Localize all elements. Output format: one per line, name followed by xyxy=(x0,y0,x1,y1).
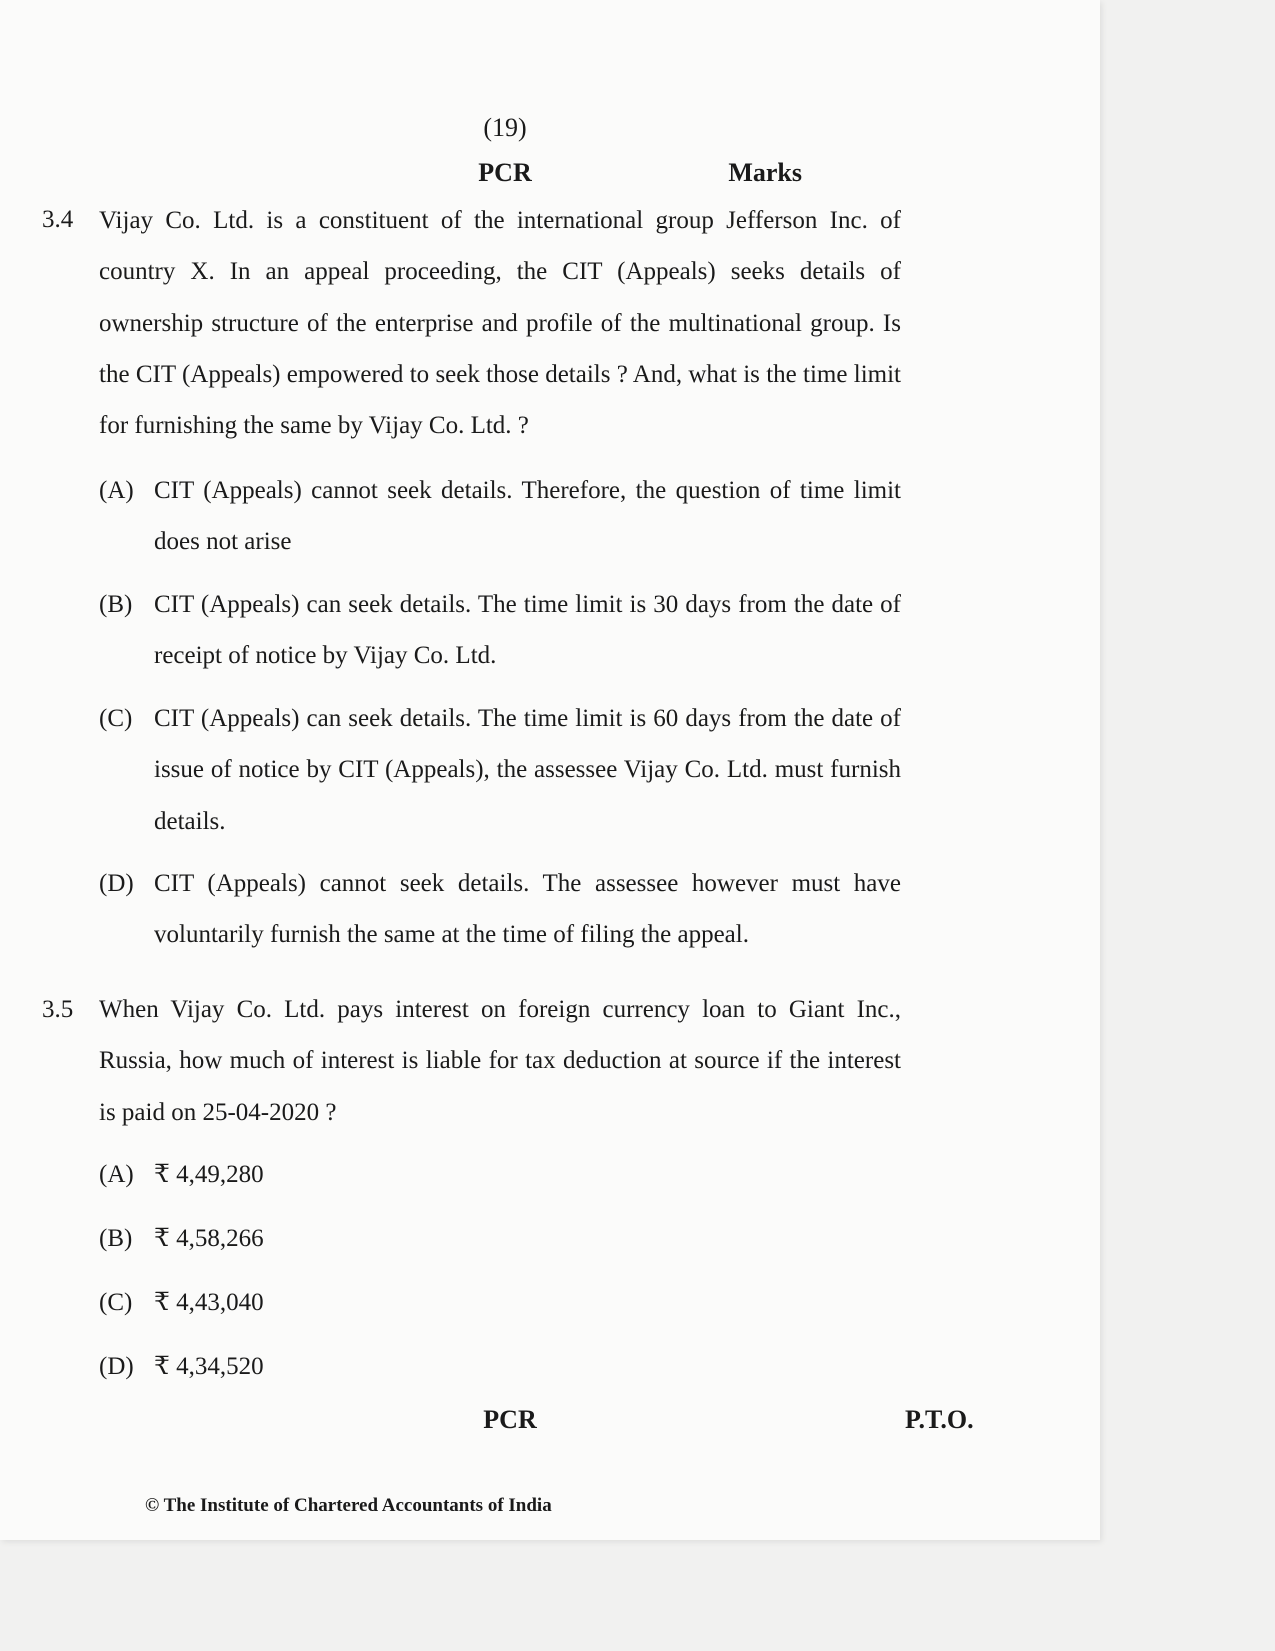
option-3-4-b xyxy=(99,579,901,682)
option-label: (B) xyxy=(99,591,133,618)
page-number: (19) xyxy=(483,113,527,142)
footer-paper-code: PCR xyxy=(483,1405,537,1434)
option-3-5-d xyxy=(99,1341,499,1393)
option-3-5-c xyxy=(99,1277,499,1329)
option-3-5-b xyxy=(99,1213,499,1265)
question-text-3-5: When Vijay Co. Ltd. pays interest on foreign currency loan to Giant Inc., Russia, how much of interest is liable for tax deduction at source if the interest is paid on 25-04-2020 ? xyxy=(99,996,901,1126)
option-amount: ₹ 4,34,520 xyxy=(154,1353,264,1380)
option-3-4-d xyxy=(99,858,901,961)
option-label: (A) xyxy=(99,1161,134,1188)
option-label: (C) xyxy=(99,1289,133,1316)
please-turn-over: P.T.O. xyxy=(905,1405,974,1434)
question-number-3-5: 3.5 xyxy=(42,996,74,1023)
option-3-5-a xyxy=(99,1149,499,1201)
copyright-notice: © The Institute of Chartered Accountants of India xyxy=(145,1495,552,1516)
option-amount: ₹ 4,49,280 xyxy=(154,1161,264,1188)
option-amount: ₹ 4,58,266 xyxy=(154,1225,264,1252)
marks-column-label: Marks xyxy=(728,158,802,187)
option-label: (D) xyxy=(99,1353,134,1380)
option-label: (A) xyxy=(99,477,134,504)
option-text: CIT (Appeals) cannot seek details. Therefore, the question of time limit does not arise xyxy=(154,477,901,556)
header-paper-code: PCR xyxy=(478,158,532,187)
option-text: CIT (Appeals) cannot seek details. The assessee however must have voluntarily furnish the same at the time of filing the appeal. xyxy=(154,870,901,949)
question-number-3-4: 3.4 xyxy=(42,206,74,233)
option-text: CIT (Appeals) can seek details. The time limit is 30 days from the date of receipt of notice by Vijay Co. Ltd. xyxy=(154,591,901,670)
option-amount: ₹ 4,43,040 xyxy=(154,1289,264,1316)
option-label: (B) xyxy=(99,1225,133,1252)
option-label: (C) xyxy=(99,705,133,732)
option-label: (D) xyxy=(99,870,134,897)
option-3-4-c xyxy=(99,693,901,847)
option-text: CIT (Appeals) can seek details. The time limit is 60 days from the date of issue of notice by CIT (Appeals), the assessee Vijay Co. Ltd. must furnish details. xyxy=(154,705,901,835)
option-3-4-a xyxy=(99,465,901,568)
question-text-3-4: Vijay Co. Ltd. is a constituent of the international group Jefferson Inc. of country X. In an appeal proceeding, the CIT (Appeals) seeks details of ownership structure of the enterprise and profile of the multinational group. Is the CIT (Appeals) empowered to seek those details ? And, what is the time limit for furnishing the same by Vijay Co. Ltd. ? xyxy=(99,207,901,440)
